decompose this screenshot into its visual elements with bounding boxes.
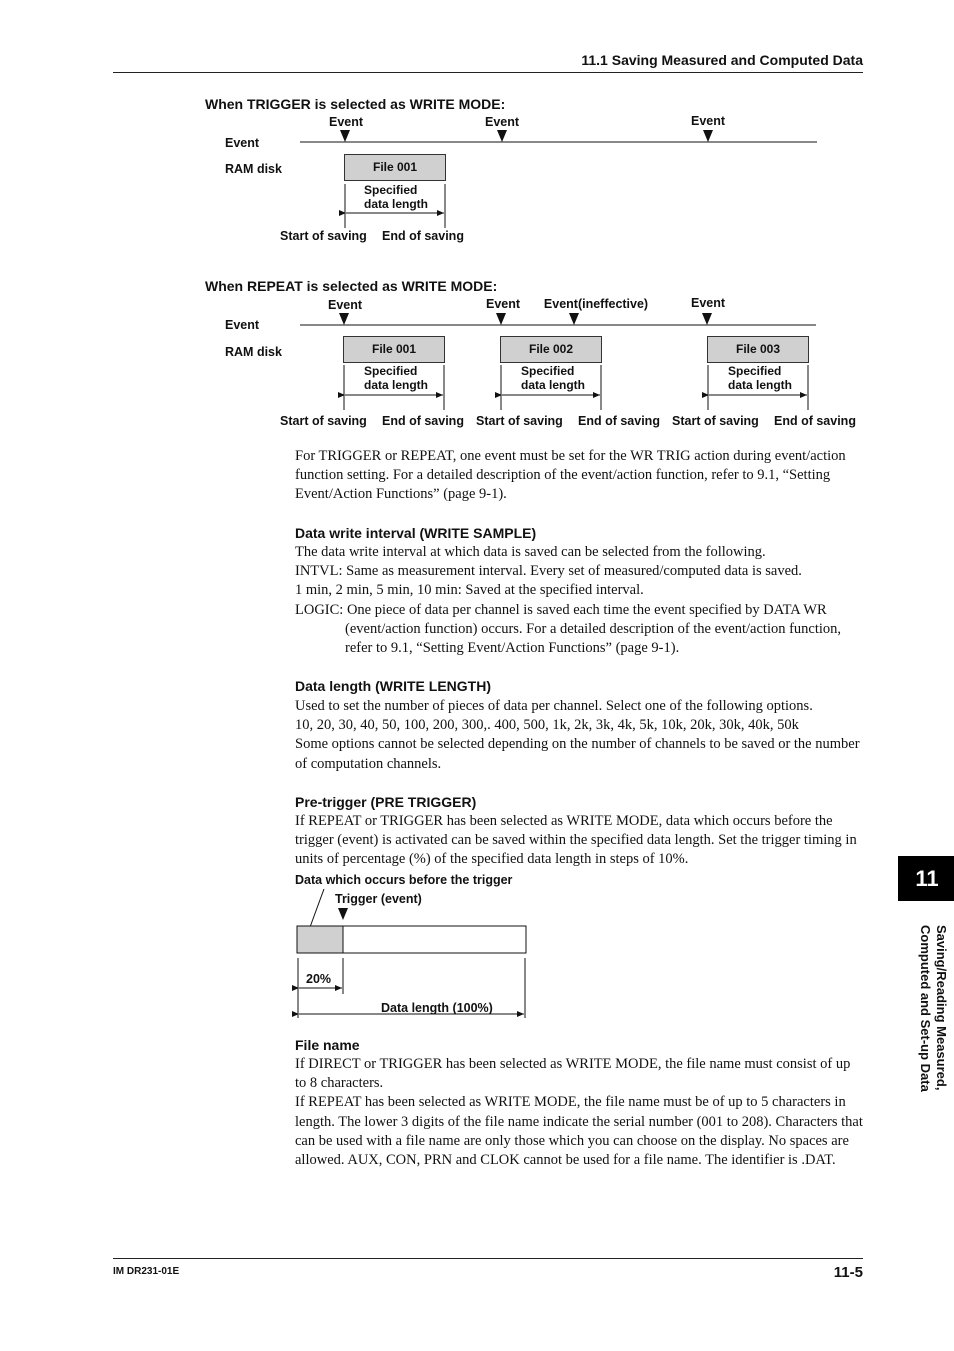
write-sample-intvl: INTVL: Same as measurement interval. Every set of measured/computed data is saved. bbox=[295, 563, 802, 580]
pre-trigger-heading: Pre-trigger (PRE TRIGGER) bbox=[295, 794, 477, 810]
write-sample-minutes: 1 min, 2 min, 5 min, 10 min: Saved at the specified interval. bbox=[295, 582, 644, 599]
specified-line: Specified bbox=[728, 364, 782, 378]
write-length-note: Some options cannot be selected depending on the number of channels to be saved or the number of computation channels. bbox=[295, 736, 860, 772]
event-marker-arrow bbox=[702, 313, 712, 325]
footer-rule bbox=[113, 1258, 863, 1259]
event-marker-arrow bbox=[497, 130, 507, 142]
end-of-saving-label: End of saving bbox=[382, 229, 464, 243]
data-length-label: Data length (100%) bbox=[381, 1001, 493, 1015]
chapter-tab[interactable]: 11 bbox=[898, 856, 954, 901]
start-of-saving-label: Start of saving bbox=[672, 414, 759, 428]
event-marker-label: Event(ineffective) bbox=[543, 297, 649, 311]
file-box: File 003 bbox=[707, 336, 809, 363]
write-length-line: Used to set the number of pieces of data per channel. Select one of the following options. bbox=[295, 698, 813, 714]
document-id: IM DR231-01E bbox=[113, 1266, 180, 1277]
chapter-side-line: Computed and Set-up Data bbox=[918, 925, 933, 1092]
file-name-body bbox=[295, 1055, 865, 1170]
specified-length-label bbox=[364, 364, 428, 392]
write-sample-body bbox=[295, 543, 865, 658]
event-marker-label: Event bbox=[485, 297, 521, 311]
event-marker-label: Event bbox=[328, 115, 364, 129]
specified-line: Specified bbox=[364, 183, 418, 197]
trigger-event-label: Trigger (event) bbox=[335, 892, 422, 906]
write-length-body bbox=[295, 697, 865, 774]
data-length-line: data length bbox=[364, 378, 429, 392]
specified-length-label bbox=[364, 183, 428, 211]
event-marker-arrow bbox=[703, 130, 713, 142]
event-row-label: Event bbox=[225, 318, 260, 332]
intro-paragraph: For TRIGGER or REPEAT, one event must be set for the WR TRIG action during event/action function setting. For a detailed description of the event/action function, refer to 9.1, “Setting Event/Action Functions” (page 9-1). bbox=[295, 448, 846, 503]
ramdisk-row-label: RAM disk bbox=[225, 162, 282, 176]
end-of-saving-label: End of saving bbox=[382, 414, 464, 428]
chapter-side-line: Saving/Reading Measured, bbox=[934, 925, 949, 1091]
write-length-heading: Data length (WRITE LENGTH) bbox=[295, 678, 491, 694]
event-marker-arrow bbox=[340, 130, 350, 142]
event-marker-label: Event bbox=[484, 115, 520, 129]
pre-trigger-paragraph: If REPEAT or TRIGGER has been selected as WRITE MODE, data which occurs before the trigger (event) is activated can be saved within the specified data length. Set the trigger timing in units of percentage (%) of the specified data length in steps of 10%. bbox=[295, 813, 857, 868]
write-sample-logic: LOGIC: One piece of data per channel is saved each time the event specified by DATA WR (event/action function) occurs. For a detailed description of the event/action function, refer to 9.1, “Setting Event/Action Functions” (page 9-1). bbox=[295, 601, 842, 657]
file-name-para2: If REPEAT has been selected as WRITE MODE, the file name must be of up to 5 characters in length. The lower 3 digits of the file name indicate the serial number (001 to 208). Characters that can be used with a file name are only those which you can choose on the display. No spaces are allowed. AUX, CON, PRN and CLOK cannot be used for a file name. The identifier is .DAT. bbox=[295, 1094, 863, 1169]
file-box: File 001 bbox=[343, 336, 445, 363]
pretrigger-caption: Data which occurs before the trigger bbox=[295, 873, 513, 887]
file-name-para1: If DIRECT or TRIGGER has been selected as WRITE MODE, the file name must consist of up to 8 characters. bbox=[295, 1056, 851, 1092]
running-header: 11.1 Saving Measured and Computed Data bbox=[581, 52, 863, 68]
data-length-line: data length bbox=[728, 378, 793, 392]
specified-line: Specified bbox=[364, 364, 418, 378]
pretrigger-percent-label: 20% bbox=[306, 972, 332, 986]
event-marker-arrow bbox=[496, 313, 506, 325]
file-box: File 002 bbox=[500, 336, 602, 363]
start-of-saving-label: Start of saving bbox=[280, 229, 367, 243]
specified-length-label bbox=[728, 364, 792, 392]
start-of-saving-label: Start of saving bbox=[280, 414, 367, 428]
file-box: File 001 bbox=[344, 154, 446, 181]
event-row-label: Event bbox=[225, 136, 260, 150]
event-marker-arrow bbox=[339, 313, 349, 325]
repeat-diagram-title: When REPEAT is selected as WRITE MODE: bbox=[205, 278, 498, 294]
ramdisk-row-label: RAM disk bbox=[225, 345, 282, 359]
data-length-line: data length bbox=[521, 378, 586, 392]
write-sample-line: The data write interval at which data is saved can be selected from the following. bbox=[295, 544, 766, 560]
end-of-saving-label: End of saving bbox=[578, 414, 660, 428]
data-length-line: data length bbox=[364, 197, 429, 211]
start-of-saving-label: Start of saving bbox=[476, 414, 563, 428]
event-marker-label: Event bbox=[690, 296, 726, 310]
write-sample-heading: Data write interval (WRITE SAMPLE) bbox=[295, 525, 537, 541]
specified-length-label bbox=[521, 364, 585, 392]
chapter-side-title bbox=[909, 925, 949, 1115]
trigger-diagram-title: When TRIGGER is selected as WRITE MODE: bbox=[205, 96, 506, 112]
end-of-saving-label: End of saving bbox=[774, 414, 856, 428]
page-number: 11-5 bbox=[833, 1264, 863, 1281]
specified-line: Specified bbox=[521, 364, 575, 378]
event-marker-label: Event bbox=[327, 298, 363, 312]
event-marker-label: Event bbox=[690, 114, 726, 128]
pretrigger-shaded-region bbox=[297, 926, 343, 953]
pretrigger-diagram-lines bbox=[297, 889, 526, 1018]
trigger-arrow bbox=[338, 908, 348, 920]
file-name-heading: File name bbox=[295, 1037, 360, 1053]
event-marker-arrow bbox=[569, 313, 579, 325]
write-length-options: 10, 20, 30, 40, 50, 100, 200, 300,. 400, 500, 1k, 2k, 3k, 4k, 5k, 10k, 20k, 30k, 40k, 50k bbox=[295, 717, 799, 734]
